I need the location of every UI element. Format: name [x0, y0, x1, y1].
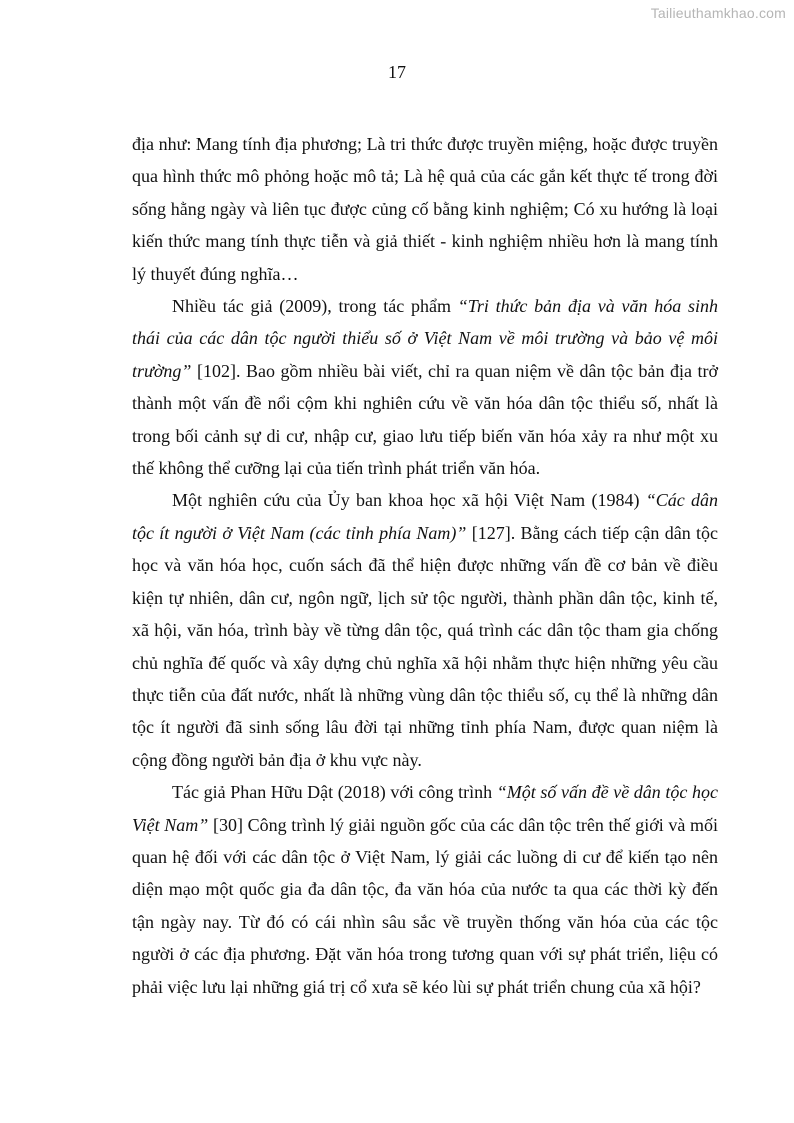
paragraph-2-book-title: “Tri thức bản địa và văn hóa sinh thái của các dân tộc người thiểu số ở Việt Nam về môi trường và bảo vệ môi trường” [132, 296, 718, 381]
paragraph-3-text-b: [127]. Bằng cách tiếp cận dân tộc học và văn hóa học, cuốn sách đã thể hiện được những vấn đề cơ bản về điều kiện tự nhiên, dân cư, ngôn ngữ, lịch sử tộc người, thành phần dân tộc, kinh tế, xã hội, văn hóa, trình bày về từng dân tộc, quá trình các dân tộc tham gia chống chủ nghĩa đế quốc và xây dựng chủ nghĩa xã hội nhằm thực hiện những yêu cầu thực tiễn của đất nước, nhất là những vùng dân tộc thiểu số, cụ thể là những dân tộc ít người đã sinh sống lâu đời tại những tỉnh phía Nam, được quan niệm là cộng đồng người bản địa ở khu vực này. [132, 522, 718, 770]
paragraph-2 [132, 290, 718, 484]
paragraph-2-text-b: [102]. Bao gồm nhiều bài viết, chỉ ra quan niệm về dân tộc bản địa trở thành một vấn đề nổi cộm khi nghiên cứu về văn hóa dân tộc thiểu số, nhất là trong bối cảnh sự di cư, nhập cư, giao lưu tiếp biến văn hóa xảy ra như một xu thế không thể cưỡng lại của tiến trình phát triển văn hóa. [132, 360, 718, 479]
paragraph-3-text-a: Một nghiên cứu của Ủy ban khoa học xã hội Việt Nam (1984) [172, 490, 646, 511]
paragraph-4-book-title: “Một số vấn đề về dân tộc học Việt Nam” [132, 782, 719, 835]
paragraph-3 [132, 484, 718, 776]
paragraph-4 [132, 776, 718, 1003]
paragraph-3-book-title: “Các dân tộc ít người ở Việt Nam (các tỉnh phía Nam)” [132, 490, 718, 543]
document-body [132, 128, 718, 1003]
paragraph-1 [132, 128, 718, 290]
paragraph-4-text-a: Tác giả Phan Hữu Dật (2018) với công trình [172, 782, 497, 803]
page-number: 17 [388, 62, 406, 82]
paragraph-2-text-a: Nhiều tác giả (2009), trong tác phẩm [172, 296, 458, 317]
watermark-text: Tailieuthamkhao.com [650, 5, 786, 21]
paragraph-1-text: địa như: Mang tính địa phương; Là tri thức được truyền miệng, hoặc được truyền qua hình thức mô phỏng hoặc mô tả; Là hệ quả của các gắn kết thực tế trong đời sống hằng ngày và liên tục được củng cố bằng kinh nghiệm; Có xu hướng là loại kiến thức mang tính thực tiễn và giả thiết - kinh nghiệm nhiều hơn là mang tính lý thuyết đúng nghĩa… [132, 134, 718, 284]
paragraph-4-text-b: [30] Công trình lý giải nguồn gốc của các dân tộc trên thế giới và mối quan hệ đối với các dân tộc ở Việt Nam, lý giải các luồng di cư để kiến tạo nên diện mạo một quốc gia đa dân tộc, đa văn hóa của nước ta qua các thời kỳ đến tận ngày nay. Từ đó có cái nhìn sâu sắc về truyền thống văn hóa của các tộc người ở các địa phương. Đặt văn hóa trong tương quan với sự phát triển, liệu có phải việc lưu lại những giá trị cổ xưa sẽ kéo lùi sự phát triển chung của xã hội? [132, 814, 718, 997]
